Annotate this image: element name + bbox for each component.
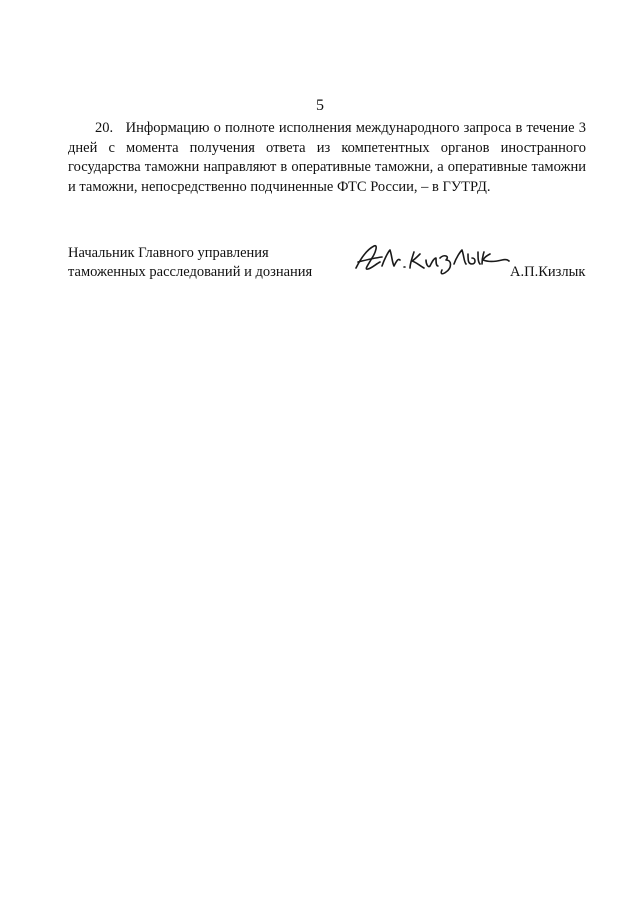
paragraph-number: 20. bbox=[95, 120, 114, 136]
paragraph-20 bbox=[68, 119, 586, 197]
handwritten-signature bbox=[352, 238, 510, 278]
signatory-title-line-1: Начальник Главного управления bbox=[68, 245, 269, 261]
signatory-title bbox=[68, 244, 358, 282]
signatory-title-line-2: таможенных расследований и дознания bbox=[68, 264, 313, 280]
signature-block bbox=[68, 244, 588, 284]
paragraph-text: Информацию о полноте исполнения международного запроса в течение 3 дней с момента получения ответа из компетентных органов иностранного государства таможни направляют в оперативные таможни, а оперативные таможни и таможни, непосредственно подчиненные ФТС России, – в ГУТРД. bbox=[68, 120, 586, 195]
page-number: 5 bbox=[316, 97, 324, 114]
signatory-name: А.П.Кизлык bbox=[510, 264, 586, 280]
